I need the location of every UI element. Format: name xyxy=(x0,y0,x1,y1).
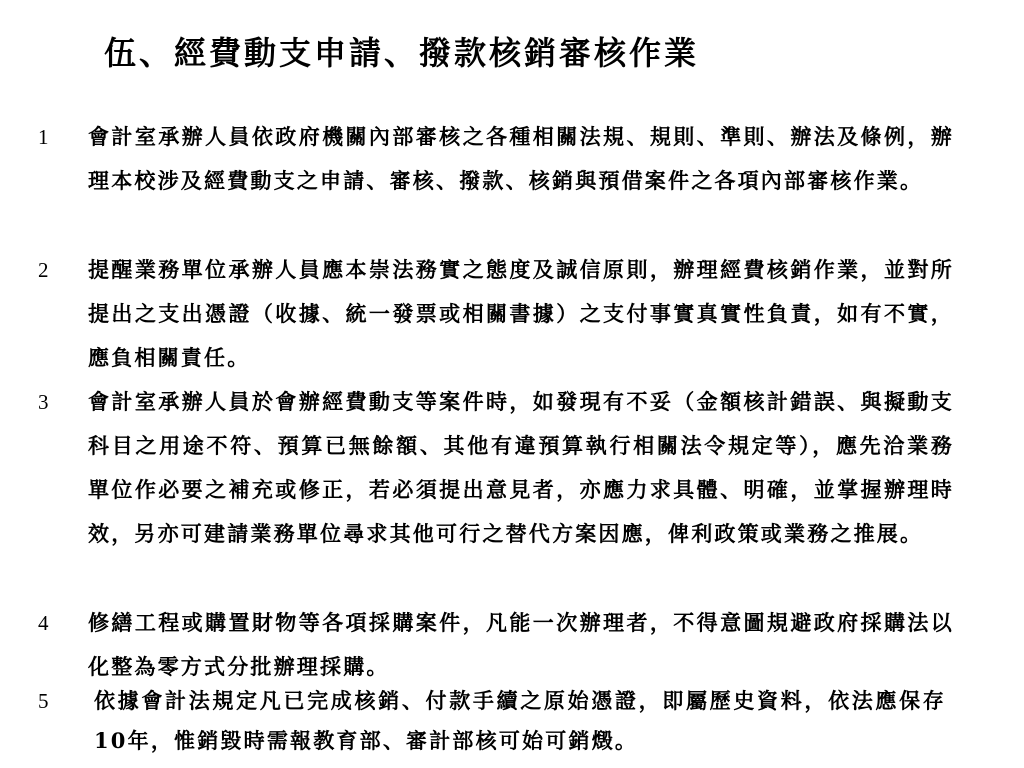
item-number: 5 xyxy=(38,689,49,713)
item-text: 修繕工程或購置財物等各項採購案件，凡能一次辦理者，不得意圖規避政府採購法以化整為零方式分批辦理採購。 xyxy=(88,610,954,679)
item-text: 會計室承辦人員於會辦經費動支等案件時，如發現有不妥（金額核計錯誤、與擬動支科目之用途不符、預算已無餘額、其他有違預算執行相關法令規定等），應先洽業務單位作必要之補充或修正，若必須提出意見者，亦應力求具體、明確，並掌握辦理時效，另亦可建請業務單位尋求其他可行之替代方案因應，俾利政策或業務之推展。 xyxy=(88,389,954,546)
item-number: 3 xyxy=(38,390,49,414)
page-title: 伍、經費動支申請、撥款核銷審核作業 xyxy=(104,34,700,72)
item-text: 提醒業務單位承辦人員應本崇法務實之態度及誠信原則，辦理經費核銷作業，並對所提出之支出憑證（收據、統一發票或相關書據）之支付事實真實性負責，如有不實，應負相關責任。 xyxy=(88,257,954,370)
item-text: 會計室承辦人員依政府機關內部審核之各種相關法規、規則、準則、辦法及條例，辦理本校涉及經費動支之申請、審核、撥款、核銷與預借案件之各項內部審核作業。 xyxy=(88,124,954,193)
item-number: 2 xyxy=(38,258,49,282)
item-text: 依據會計法規定凡已完成核銷、付款手續之原始憑證，即屬歷史資料，依法應保存10年，惟銷毀時需報教育部、審計部核可始可銷燬。 xyxy=(94,688,946,753)
item-number: 1 xyxy=(38,125,49,149)
item-number: 4 xyxy=(38,611,49,635)
